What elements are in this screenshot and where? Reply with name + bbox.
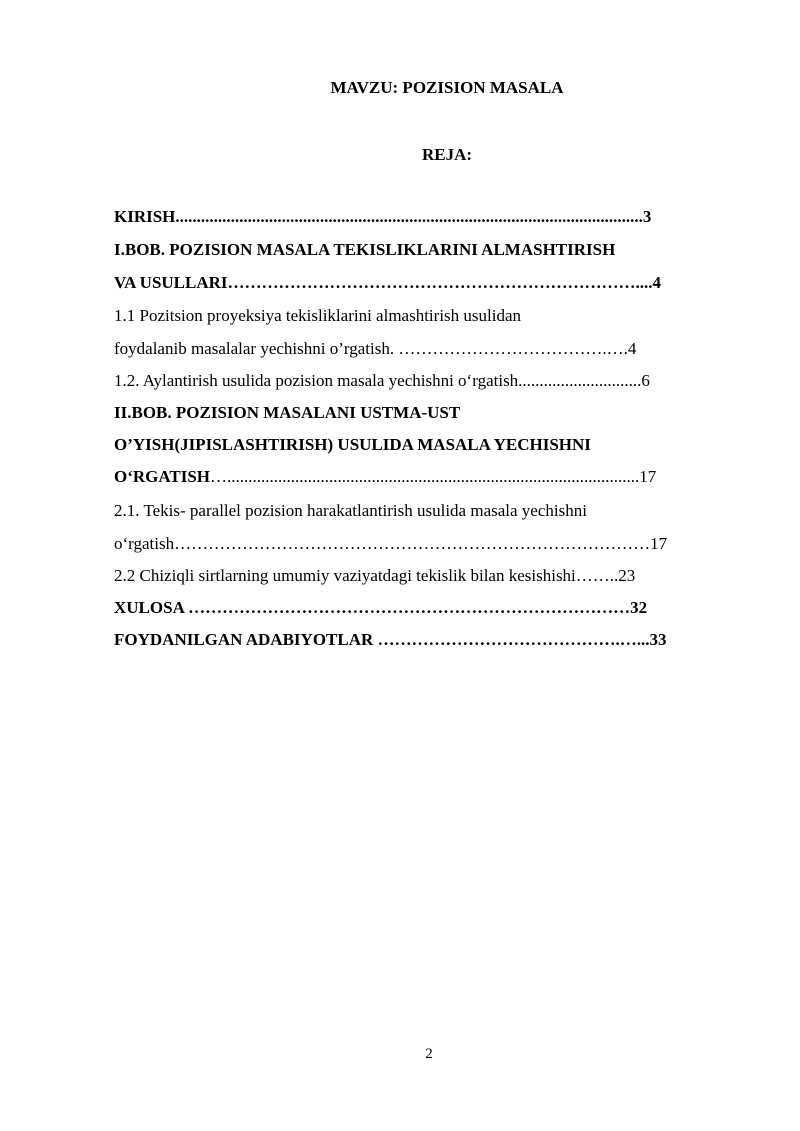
toc-entry-chapter-2-line-1: II.BOB. POZISION MASALANI USTMA-UST (114, 403, 461, 422)
toc-entry-bibliography: FOYDANILGAN ADABIYOTLAR …………………………………….…...33 (114, 630, 667, 649)
page-number: 2 (425, 1046, 433, 1062)
toc-entry-xulosa: XULOSA ……………………………………………………………………32 (114, 598, 648, 617)
toc-entry-section-2-1-line-1: 2.1. Tekis- parallel pozision harakatlantirish usulida masala yechishni (114, 501, 587, 520)
document-title: MAVZU: POZISION MASALA (330, 78, 564, 97)
toc-entry-section-2-1-line-2: o‘rgatish…………………………………………………………………………17 (114, 534, 668, 553)
toc-entry-chapter-2-line-3: O‘RGATISH….................................................................................................17 (114, 467, 657, 486)
toc-entry-chapter-1-line-1: I.BOB. POZISION MASALA TEKISLIKLARINI ALMASHTIRISH (114, 240, 616, 259)
plan-heading: REJA: (421, 145, 473, 164)
toc-entry-section-1-1-line-2: foydalanib masalalar yechishni o’rgatish. ……………………………….….4 (114, 339, 637, 358)
toc-entry-chapter-2-line-2: O’YISH(JIPISLASHTIRISH) USULIDA MASALA YECHISHNI (114, 435, 591, 454)
toc-entry-section-1-2: 1.2. Aylantirish usulida pozision masala yechishni o‘rgatish.............................6 (114, 371, 650, 390)
toc-entry-section-2-2: 2.2 Chiziqli sirtlarning umumiy vaziyatdagi tekislik bilan kesishishi……..23 (114, 566, 636, 585)
toc-entry-chapter-1-line-2: VA USULLARI………………………………………………………………....4 (114, 273, 662, 292)
toc-entry-kirish: KIRISH..............................................................................................................3 (114, 207, 652, 226)
toc-entry-section-1-1-line-1: 1.1 Pozitsion proyeksiya tekisliklarini almashtirish usulidan (114, 306, 522, 325)
